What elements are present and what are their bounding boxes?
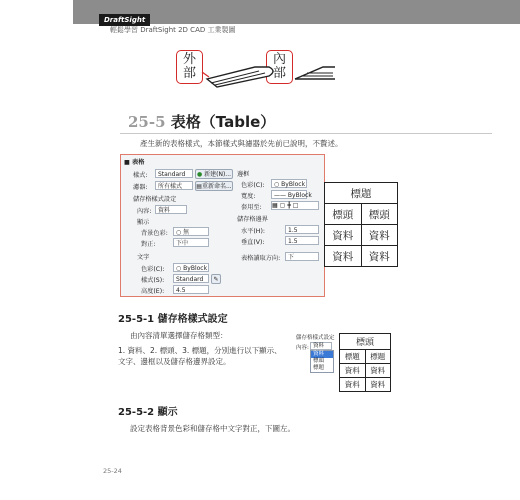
table-row (340, 378, 391, 392)
height-input[interactable]: 4.5 (173, 285, 209, 294)
rename-style-button[interactable]: ▤重新命名... (196, 183, 232, 190)
table-cell: 標頭 (361, 204, 398, 225)
dropdown-option[interactable]: 標頭 (313, 358, 325, 364)
table-cell: 資料 (361, 225, 398, 246)
collapse-icon[interactable]: ■ (124, 159, 130, 166)
border-color-select[interactable]: ○ ByBlock (271, 179, 307, 188)
height-label: 高度(E): (141, 288, 165, 295)
table-title-cell: 標題 (325, 183, 398, 204)
text-label: 文字 (137, 254, 150, 261)
mini-content-label: 內容: (296, 345, 309, 351)
mini-content-select[interactable]: 資料 (310, 342, 332, 350)
mini-dialog-title: 儲存格樣式設定 (296, 335, 335, 341)
mini-dropdown-list (310, 350, 334, 373)
vertical-input[interactable]: 1.5 (285, 236, 319, 245)
direction-label: 表格讀取方向: (241, 255, 281, 262)
text-color-label: 色彩(C): (141, 266, 165, 273)
border-label: 邊框 (237, 171, 250, 178)
table-cell: 資料 (325, 225, 362, 246)
style-label: 樣式: (133, 172, 148, 179)
table-row (325, 246, 398, 267)
text-style-select[interactable]: Standard (173, 274, 209, 283)
border-none-icon: □ (292, 202, 299, 209)
dialog-title-text: 表格 (132, 159, 145, 166)
subsection-1-p2a: 1. 資料、2. 標頭、3. 標題，分別進行以下顯示、 (118, 346, 282, 355)
inside-label: 內部 (272, 52, 286, 81)
table-title-row (340, 334, 391, 350)
border-illustration (195, 55, 335, 95)
border-inner-icon: ╋ (287, 202, 291, 209)
subsection-2-p1: 設定表格背景色彩和儲存格中文字對正，下圖左。 (130, 424, 295, 433)
display-label: 顯示 (137, 219, 150, 226)
horizontal-label: 水平(H): (241, 228, 265, 235)
large-preview-table (324, 182, 398, 267)
subsection-1-p1: 由內容清單選擇儲存格類型： (130, 331, 228, 340)
page-number: 25-24 (103, 467, 122, 475)
thickness-select[interactable]: —— ByBlock (271, 190, 307, 199)
table-cell: 標題 (340, 350, 366, 364)
vertical-label: 垂直(V): (241, 239, 265, 246)
text-color-select[interactable]: ○ ByBlock (173, 263, 209, 272)
bg-color-label: 背景色彩: (141, 230, 168, 237)
direction-select[interactable]: 下 (285, 252, 319, 261)
section-title: 表格（Table） (170, 113, 276, 131)
align-label: 對正: (141, 241, 156, 248)
table-cell: 資料 (361, 246, 398, 267)
table-row (340, 350, 391, 364)
apply-border-buttons[interactable] (271, 201, 319, 210)
heading-rule (120, 133, 492, 134)
new-style-button[interactable]: ● 新建(N)... (196, 171, 232, 178)
apply-label: 套用至: (241, 204, 262, 211)
cell-style-label: 儲存格樣式設定 (133, 196, 177, 203)
subsection-1-title: 25-5-1 儲存格樣式設定 (118, 314, 228, 325)
border-color-label: 色彩(C): (241, 182, 265, 189)
table-row (325, 204, 398, 225)
table-row (340, 364, 391, 378)
table-cell: 標題 (365, 350, 391, 364)
text-style-label: 樣式(S): (141, 277, 165, 284)
rename-icon: ▤ (196, 183, 202, 190)
thickness-label: 寬度: (241, 193, 256, 200)
outside-label: 外部 (182, 52, 196, 81)
align-select[interactable]: 下中 (173, 238, 209, 247)
table-cell: 資料 (340, 378, 366, 392)
new-icon: ● (196, 171, 203, 178)
text-style-browse-button[interactable]: ✎ (211, 274, 221, 284)
dropdown-option[interactable]: 資料 (311, 351, 333, 358)
bg-color-select[interactable]: ○ 無 (173, 227, 209, 236)
mini-dialog (294, 332, 340, 386)
book-subtitle: 輕鬆學習 DraftSight 2D CAD 工業製圖 (110, 26, 236, 34)
section-number: 25-5 (128, 113, 166, 131)
subsection-1-p2b: 文字、邊框以及儲存格邊界設定。 (118, 357, 231, 366)
content-label: 內容: (137, 208, 152, 215)
dialog-title (124, 157, 144, 166)
filter-select[interactable]: 所有樣式 (155, 181, 193, 190)
horizontal-input[interactable]: 1.5 (285, 225, 319, 234)
table-cell: 資料 (325, 246, 362, 267)
table-cell: 資料 (365, 364, 391, 378)
table-title-cell: 標頭 (340, 334, 391, 350)
table-cell: 資料 (365, 378, 391, 392)
style-select[interactable]: Standard (155, 169, 193, 178)
intro-text: 產生新的表格樣式，本節樣式與濾器於先前已說明，不贅述。 (140, 139, 343, 148)
table-title-row (325, 183, 398, 204)
table-row (325, 225, 398, 246)
content-select[interactable]: 資料 (155, 205, 187, 214)
filter-label: 濾器: (133, 184, 148, 191)
table-cell: 資料 (340, 364, 366, 378)
table-cell: 標頭 (325, 204, 362, 225)
border-all-icon: ▦ (272, 202, 278, 209)
subsection-2-title: 25-5-2 顯示 (118, 407, 178, 418)
border-outer-icon: ▢ (279, 202, 286, 209)
section-heading (128, 111, 275, 132)
small-preview-table (339, 333, 391, 392)
table-style-dialog (120, 154, 325, 297)
dropdown-option[interactable]: 標題 (313, 365, 325, 371)
brand-tag: DraftSight (99, 14, 150, 26)
margin-label: 儲存格邊界 (237, 216, 268, 223)
